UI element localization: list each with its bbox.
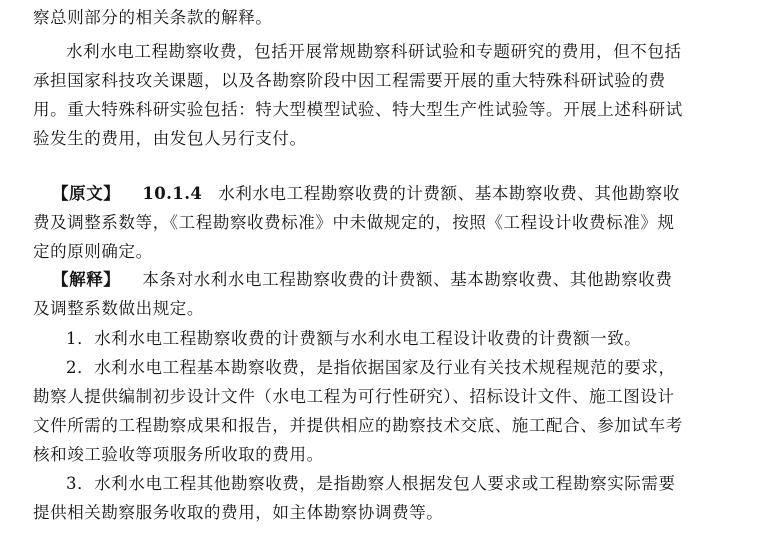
paragraph-1-line-4: 用。重大特殊科研实验包括：特大型模型试验、特大型生产性试验等。开展上述科研试	[33, 100, 683, 119]
explanation-item-2-line-2: 勘察人提供编制初步设计文件（水电工程为可行性研究）、招标设计文件、施工图设计	[33, 387, 675, 406]
explanation-item-2-line-1: 2．水利水电工程基本勘察收费，是指依据国家及行业有关技术规程规范的要求，	[66, 358, 676, 377]
explanation-item-1: 1．水利水电工程勘察收费的计费额与水利水电工程设计收费的计费额一致。	[66, 329, 642, 348]
original-line-3: 定的原则确定。	[33, 242, 153, 261]
explanation-tag: 【解释】	[52, 270, 121, 289]
explanation-item-3-line-2: 提供相关勘察服务收取的费用，如主体勘察协调费等。	[33, 503, 444, 522]
clause-number: 10.1.4	[142, 184, 203, 203]
original-line-1	[52, 184, 680, 204]
paragraph-1-line-1: 察总则部分的相关条款的解释。	[33, 8, 273, 27]
explanation-line-1	[52, 270, 673, 290]
explanation-item-3-line-1: 3．水利水电工程其他勘察收费，是指勘察人根据发包人要求或工程勘察实际需要	[66, 474, 676, 493]
original-line-1-text: 水利水电工程勘察收费的计费额、基本勘察收费、其他勘察收	[218, 184, 680, 203]
original-tag: 【原文】	[52, 184, 121, 203]
original-line-2: 费及调整系数等，《工程勘察收费标准》中未做规定的，按照《工程设计收费标准》规	[33, 213, 675, 232]
paragraph-1-line-5: 验发生的费用，由发包人另行支付。	[33, 129, 307, 148]
paragraph-1-line-2: 水利水电工程勘察收费，包括开展常规勘察科研试验和专题研究的费用，但不包括	[66, 42, 682, 61]
paragraph-1-line-3: 承担国家科技攻关课题，以及各勘察阶段中因工程需要开展的重大特殊科研试验的费	[33, 71, 666, 90]
explanation-line-1-text: 本条对水利水电工程勘察收费的计费额、基本勘察收费、其他勘察收费	[142, 270, 673, 289]
explanation-item-2-line-3: 文件所需的工程勘察成果和报告，并提供相应的勘察技术交底、施工配合、参加试车考	[33, 416, 683, 435]
explanation-item-2-line-4: 核和竣工验收等项服务所收取的费用。	[33, 445, 324, 464]
explanation-line-2: 及调整系数做出规定。	[33, 299, 204, 318]
